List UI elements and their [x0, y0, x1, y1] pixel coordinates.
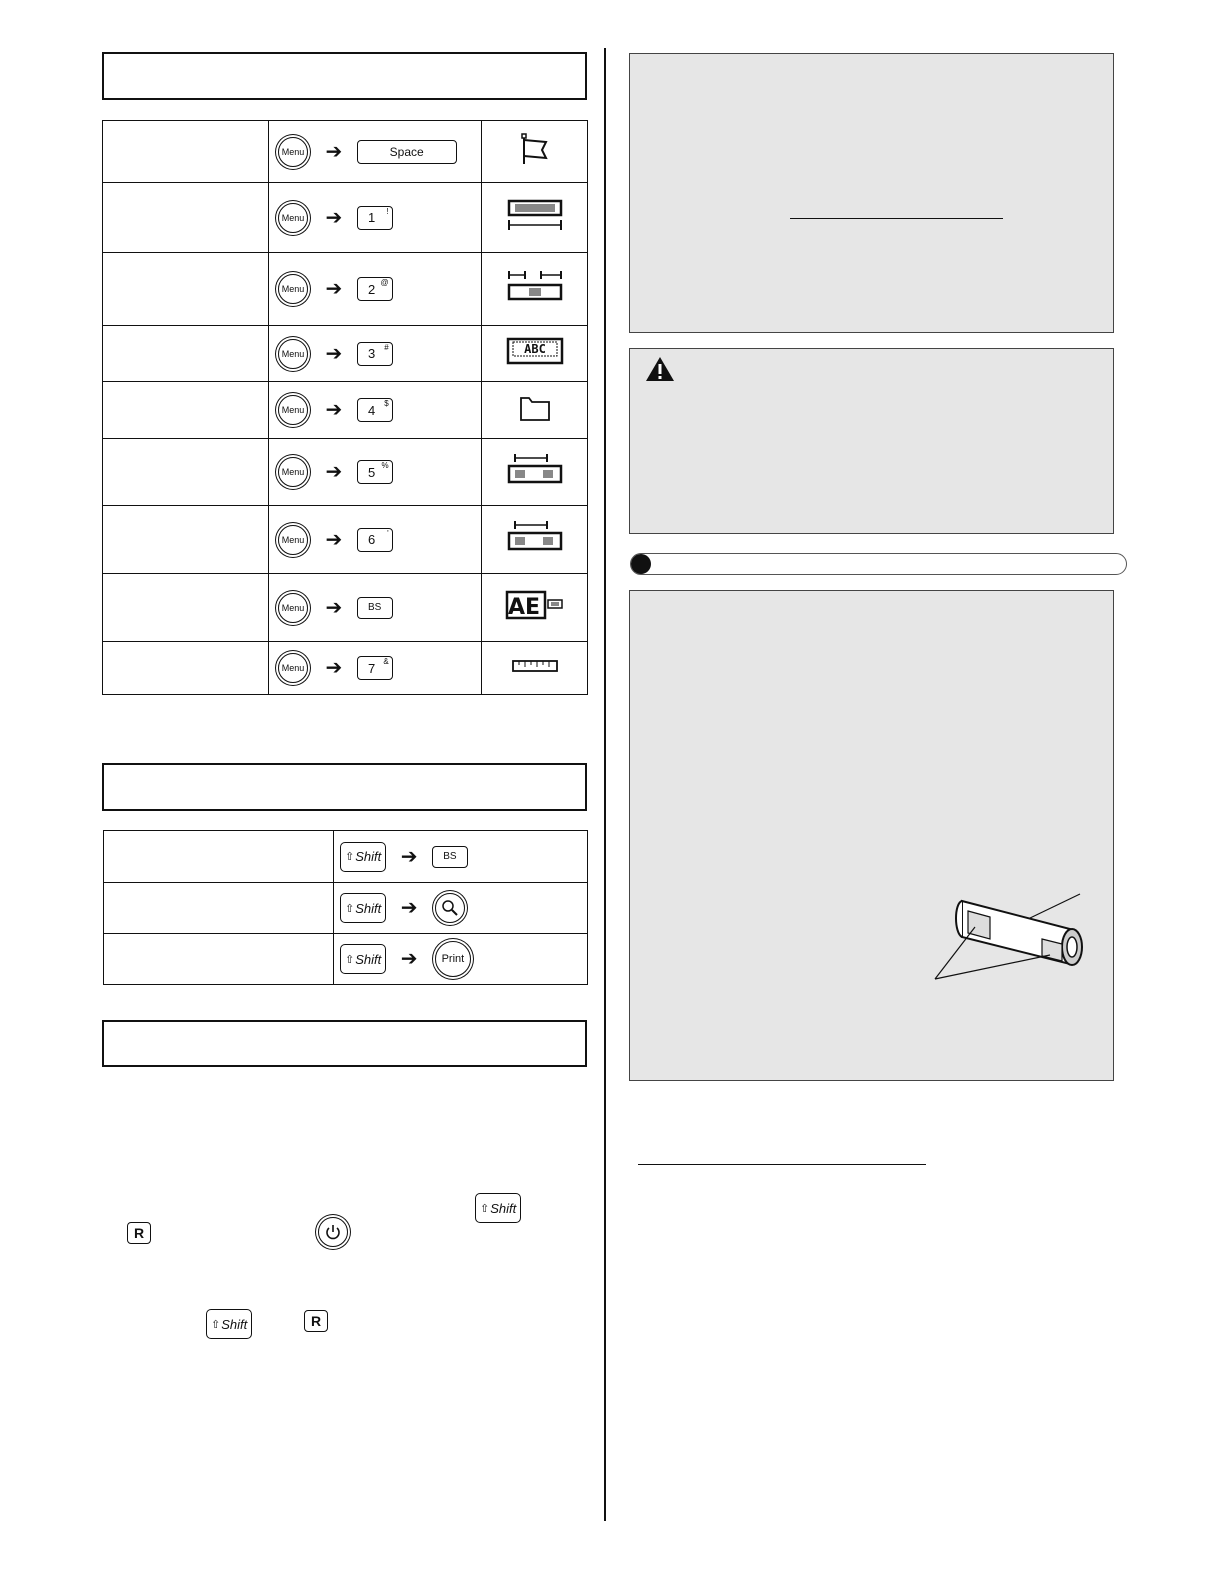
table-row	[103, 642, 588, 695]
table-row	[103, 183, 588, 253]
tape-cassette-illustration	[930, 889, 1092, 989]
arrow-icon: ➔	[325, 596, 343, 619]
key-sequence-cell	[334, 934, 588, 985]
preview-key	[435, 893, 465, 923]
function-name-cell	[104, 934, 334, 985]
power-key	[318, 1217, 348, 1247]
menu-key: Menu	[278, 339, 308, 369]
arrow-icon: ➔	[325, 528, 343, 551]
function-icon-cell	[482, 121, 588, 183]
arrow-icon: ➔	[325, 461, 343, 483]
function-name-cell	[103, 382, 269, 439]
key-sequence-cell	[269, 326, 482, 382]
key-sequence-cell	[334, 883, 588, 934]
key-sequence-cell	[269, 506, 482, 574]
shift-key: ⇧ Shift	[340, 893, 386, 923]
key-5: 5 %	[357, 460, 393, 484]
svg-text:AE: AE	[507, 595, 540, 620]
tape-length-icon	[505, 197, 565, 233]
menu-key: Menu	[278, 593, 308, 623]
function-name-cell	[103, 183, 269, 253]
function-name-cell	[103, 506, 269, 574]
key-7: 7 &	[357, 656, 393, 680]
key-sequence-cell	[269, 574, 482, 642]
function-icon-cell	[482, 326, 588, 382]
table-row	[103, 439, 588, 506]
menu-key: Menu	[278, 653, 308, 683]
table-row	[103, 326, 588, 382]
key-6: 6 '	[357, 528, 393, 552]
table-row	[103, 253, 588, 326]
table-row	[103, 121, 588, 183]
section-title-box-2	[102, 763, 587, 811]
key-sequence-cell	[269, 121, 482, 183]
function-icon-cell	[482, 642, 588, 695]
shift-key: ⇧ Shift	[340, 944, 386, 974]
function-icon-cell	[482, 439, 588, 506]
menu-key: Menu	[278, 395, 308, 425]
underline-rule	[638, 1164, 926, 1165]
backspace-key: BS	[432, 846, 468, 868]
key-sequence-cell	[269, 183, 482, 253]
text-clear-icon	[504, 588, 566, 622]
function-icon-cell	[482, 574, 588, 642]
backspace-key: BS	[357, 597, 393, 619]
table-row	[104, 831, 588, 883]
shift-key-table	[103, 830, 588, 985]
shift-key: ⇧ Shift	[340, 842, 386, 872]
function-name-cell	[103, 121, 269, 183]
menu-key: Menu	[278, 137, 308, 167]
function-name-cell	[104, 831, 334, 883]
svg-text:ABC: ABC	[523, 342, 546, 356]
folder-icon	[518, 393, 552, 423]
caution-panel	[629, 348, 1114, 534]
power-icon	[324, 1223, 342, 1241]
function-name-cell	[104, 883, 334, 934]
function-name-cell	[103, 326, 269, 382]
r-key: R	[127, 1222, 151, 1244]
block-width-icon	[505, 452, 565, 488]
function-icon-cell	[482, 183, 588, 253]
arrow-icon: ➔	[400, 948, 418, 970]
r-key: R	[304, 1310, 328, 1332]
key-sequence-cell	[269, 642, 482, 695]
section-title-box-3	[102, 1020, 587, 1067]
arrow-icon: ➔	[325, 278, 343, 300]
table-row	[103, 506, 588, 574]
menu-key: Menu	[278, 525, 308, 555]
arrow-icon: ➔	[325, 206, 343, 229]
table-row	[104, 883, 588, 934]
note-panel	[629, 53, 1114, 333]
key-sequence-cell	[334, 831, 588, 883]
arrow-icon: ➔	[325, 140, 343, 163]
function-icon-cell	[482, 382, 588, 439]
function-name-cell	[103, 642, 269, 695]
flag-icon	[518, 132, 552, 166]
section-title-box-1	[102, 52, 587, 100]
magnifier-icon	[441, 899, 459, 917]
arrow-icon: ➔	[400, 897, 418, 919]
block-length-icon	[505, 519, 565, 555]
column-divider	[604, 48, 606, 1521]
function-name-cell	[103, 574, 269, 642]
warning-icon	[644, 355, 676, 383]
section-header-pill	[630, 553, 1127, 575]
section-header-dot	[631, 554, 651, 574]
shift-key: ⇧ Shift	[475, 1193, 521, 1223]
info-panel	[629, 590, 1114, 1081]
key-3: 3 #	[357, 342, 393, 366]
function-name-cell	[103, 439, 269, 506]
function-key-table	[102, 120, 588, 695]
key-sequence-cell	[269, 439, 482, 506]
key-4: 4 $	[357, 398, 393, 422]
function-icon-cell	[482, 506, 588, 574]
menu-key: Menu	[278, 274, 308, 304]
function-name-cell	[103, 253, 269, 326]
key-2: 2 @	[357, 277, 393, 301]
space-key: Space	[357, 140, 457, 164]
key-sequence-cell	[269, 253, 482, 326]
table-row	[104, 934, 588, 985]
tape-margin-icon	[505, 269, 565, 305]
menu-key: Menu	[278, 457, 308, 487]
menu-key: Menu	[278, 203, 308, 233]
function-icon-cell	[482, 253, 588, 326]
ruler-icon	[510, 656, 560, 676]
arrow-icon: ➔	[400, 845, 418, 868]
arrow-icon: ➔	[325, 399, 343, 421]
table-row	[103, 574, 588, 642]
print-key: Print	[435, 941, 471, 977]
table-row	[103, 382, 588, 439]
key-1: 1 !	[357, 206, 393, 230]
arrow-icon: ➔	[325, 657, 343, 679]
key-sequence-cell	[269, 382, 482, 439]
shift-key: ⇧ Shift	[206, 1309, 252, 1339]
abc-frame-icon	[505, 336, 565, 366]
underline-rule	[790, 218, 1003, 219]
arrow-icon: ➔	[325, 342, 343, 365]
